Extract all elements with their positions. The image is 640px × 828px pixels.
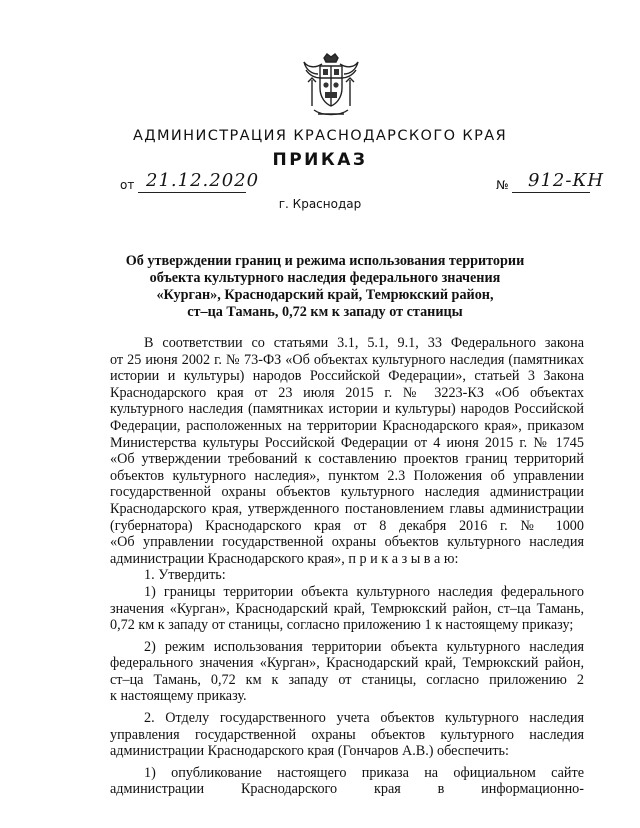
body-line: управления государственной охраны объектов культурного наследия (110, 726, 584, 743)
body-line: администрации Краснодарского края в информационно- (110, 781, 584, 798)
body-line: «Об управлении государственной охраны объектов культурного наследия (110, 534, 584, 551)
organization-name: АДМИНИСТРАЦИЯ КРАСНОДАРСКОГО КРАЯ (132, 128, 508, 144)
body-line: культурного наследия (памятниках истории и культуры) народов Российской (110, 401, 584, 418)
body-line: 2. Отделу государственного учета объектов культурного наследия (144, 710, 584, 727)
body-line: ст–ца Тамань, 0,72 км к западу от станицы, согласно приложению 2 (110, 671, 584, 688)
body-line: государственной охраны объектов культурного наследия администрации (110, 484, 584, 501)
body-line: Краснодарского края, утвержденного постановлением главы администрации (110, 500, 584, 517)
body-line: Краснодарского края от 23 июля 2015 г. № 3223-КЗ «Об объектах (110, 384, 584, 401)
body-line: В соответствии со статьями 3.1, 5.1, 9.1, 33 Федерального закона (144, 335, 584, 351)
body-line: к настоящему приказу. (110, 688, 247, 705)
document-title (100, 253, 550, 321)
body-line: «Об утверждении требований к составлению проектов границ территорий (110, 451, 584, 468)
body-line: Федерации, расположенных на территории Краснодарского края», приказом (110, 417, 584, 434)
body-line: (губернатора) Краснодарского края от 8 декабря 2016 г. № 1000 (110, 517, 584, 534)
number-value: 912-КН (528, 170, 605, 191)
number-underline (512, 192, 590, 193)
document-type: ПРИКАЗ (272, 150, 368, 170)
date-label: от (120, 178, 135, 192)
body-line: 2) режим использования территории объекта культурного наследия (144, 638, 584, 655)
title-line: объекта культурного наследия федерального значения (149, 270, 501, 286)
title-line: «Курган», Краснодарский край, Темрюкский район, (156, 287, 494, 303)
body-line: истории и культуры) народов Российской Федерации», статьей 3 Закона (110, 368, 584, 385)
body-line: 1) границы территории объекта культурного наследия федерального (144, 583, 584, 600)
title-line: ст–ца Тамань, 0,72 км к западу от станицы (187, 304, 463, 320)
body-line: федерального значения «Курган», Краснодарский край, Темрюкский район, (110, 655, 584, 672)
body-line: от 25 июня 2002 г. № 73-ФЗ «Об объектах культурного наследия (памятниках (110, 351, 584, 368)
date-value: 21.12.2020 (146, 170, 260, 191)
body-line: администрации Краснодарского края», п р и к а з ы в а ю: (110, 550, 459, 567)
number-label: № (496, 178, 509, 192)
body-line: 1) опубликование настоящего приказа на официальном сайте (144, 764, 584, 781)
city: г. Краснодар (278, 197, 362, 211)
body-line: Министерства культуры Российской Федерации от 4 июня 2015 г. № 1745 (110, 434, 584, 451)
title-line: Об утверждении границ и режима использования территории (125, 253, 525, 269)
date-underline (138, 192, 246, 193)
body-line: 1. Утвердить: (144, 567, 226, 584)
krasnodar-coat-of-arms-icon (300, 52, 362, 120)
document-body (110, 335, 584, 798)
body-line: значения «Курган», Краснодарский край, Темрюкский район, ст–ца Тамань, (110, 600, 584, 617)
body-line: объектов культурного наследия», пунктом 2.3 Положения об управлении (110, 467, 584, 484)
body-line: администрации Краснодарского края (Гончаров А.В.) обеспечить: (110, 743, 509, 760)
body-line: 0,72 км к западу от станицы, согласно приложению 1 к настоящему приказу; (110, 617, 574, 634)
